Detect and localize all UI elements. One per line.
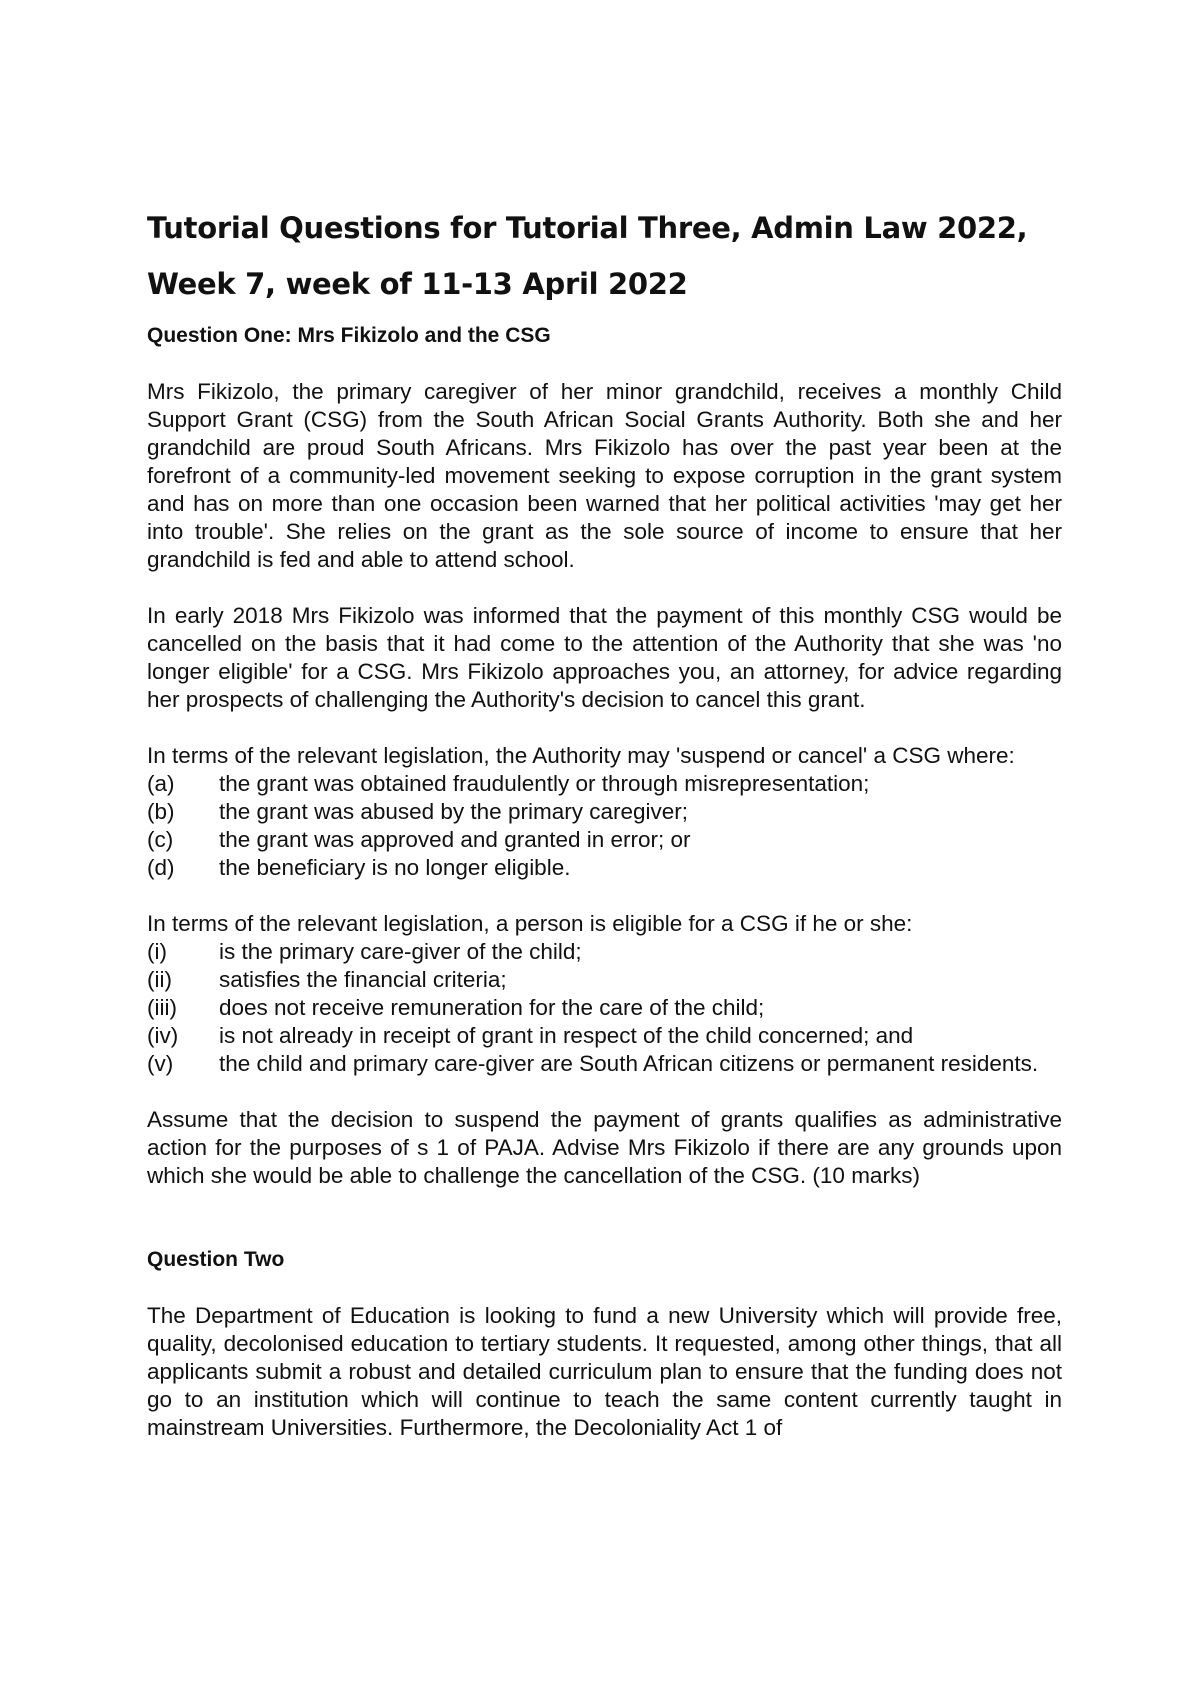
eligibility-list [147, 938, 1062, 1078]
question-two-paragraph-1: The Department of Education is looking to fund a new University which will provide free, quality, decolonised education to tertiary students. It requested, among other things, that all applicants submit a robust and detailed curriculum plan to ensure that the funding does not go to an institution which will continue to teach the same content currently taught in mainstream Universities. Furthermore, the Decoloniality Act 1 of [147, 1303, 1062, 1440]
document-title [147, 200, 1062, 312]
list-item: (d) the beneficiary is no longer eligible. [147, 855, 571, 880]
question-one-paragraph-3: Assume that the decision to suspend the payment of grants qualifies as administrative action for the purposes of s 1 of PAJA. Advise Mrs Fikizolo if there are any grounds upon which she would be able to challenge the cancellation of the CSG. (10 marks) [147, 1107, 1062, 1188]
suspend-criteria-list [147, 770, 1062, 882]
list-item: (i) is the primary care-giver of the child; [147, 939, 582, 964]
question-one-paragraph-2: In early 2018 Mrs Fikizolo was informed that the payment of this monthly CSG would be cancelled on the basis that it had come to the attention of the Authority that she was 'no longer eligible' for a CSG. Mrs Fikizolo approaches you, an attorney, for advice regarding her prospects of challenging the Authority's decision to cancel this grant. [147, 603, 1062, 712]
title-line-1: Tutorial Questions for Tutorial Three, Admin Law 2022, [147, 211, 1028, 245]
suspend-criteria-intro: In terms of the relevant legislation, the Authority may 'suspend or cancel' a CSG where: [147, 743, 1015, 768]
list-item: (iii) does not receive remuneration for the care of the child; [147, 995, 765, 1020]
title-line-2: Week 7, week of 11-13 April 2022 [147, 267, 688, 301]
question-one-paragraph-1: Mrs Fikizolo, the primary caregiver of her minor grandchild, receives a monthly Child Support Grant (CSG) from the South African Social Grants Authority. Both she and her grandchild are proud South Africans. Mrs Fikizolo has over the past year been at the forefront of a community-led movement seeking to expose corruption in the grant system and has on more than one occasion been warned that her political activities 'may get her into trouble'. She relies on the grant as the sole source of income to ensure that her grandchild is fed and able to attend school. [147, 379, 1062, 572]
list-item: (a) the grant was obtained fraudulently or through misrepresentation; [147, 771, 870, 796]
list-item: (ii) satisfies the financial criteria; [147, 967, 507, 992]
document-body [147, 200, 1062, 1470]
question-two-heading: Question Two [147, 1248, 285, 1271]
question-one-heading: Question One: Mrs Fikizolo and the CSG [147, 324, 551, 347]
list-item: (b) the grant was abused by the primary caregiver; [147, 799, 688, 824]
list-item: (iv) is not already in receipt of grant in respect of the child concerned; and [147, 1023, 914, 1048]
list-item: (c) the grant was approved and granted in error; or [147, 827, 691, 852]
list-item: (v) the child and primary care-giver are South African citizens or permanent residents. [147, 1051, 1039, 1076]
eligibility-intro: In terms of the relevant legislation, a person is eligible for a CSG if he or she: [147, 911, 913, 936]
